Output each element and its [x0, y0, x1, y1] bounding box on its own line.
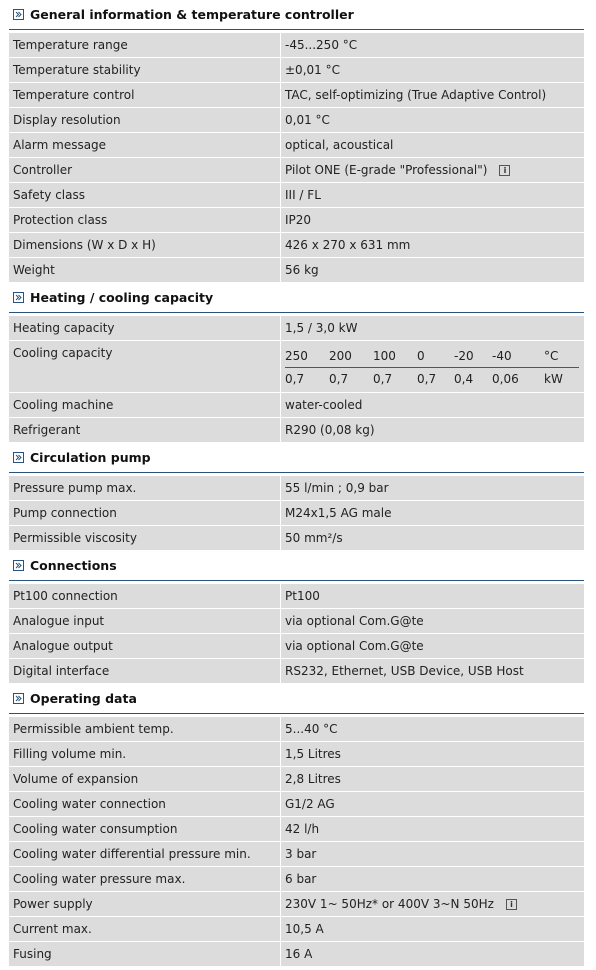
cooling-power-cell: 0,06 — [492, 372, 519, 386]
cooling-temp-cell: -40 — [492, 349, 512, 363]
spec-row — [9, 817, 584, 842]
spec-row — [9, 917, 584, 942]
spec-label: Dimensions (W x D x H) — [9, 233, 281, 257]
cooling-temp-cell: 0 — [417, 349, 425, 363]
spec-row — [9, 634, 584, 659]
spec-value-text: G1/2 AG — [285, 797, 335, 811]
cooling-temp-cell: -20 — [454, 349, 474, 363]
spec-value-text: via optional Com.G@te — [285, 639, 424, 653]
spec-value — [281, 817, 584, 841]
section-title: Heating / cooling capacity — [30, 290, 214, 305]
spec-value — [281, 892, 584, 916]
info-icon[interactable]: i — [499, 165, 510, 176]
section-rows — [9, 717, 584, 967]
spec-value — [281, 501, 584, 525]
spec-value — [281, 393, 584, 417]
spec-row — [9, 33, 584, 58]
section-header — [9, 0, 584, 30]
spec-value — [281, 341, 584, 392]
spec-label: Digital interface — [9, 659, 281, 683]
spec-value — [281, 717, 584, 741]
spec-row — [9, 233, 584, 258]
spec-value — [281, 742, 584, 766]
section-title: Connections — [30, 558, 117, 573]
spec-label: Analogue output — [9, 634, 281, 658]
spec-label: Pt100 connection — [9, 584, 281, 608]
spec-value-text: R290 (0,08 kg) — [285, 423, 375, 437]
spec-value-text: 56 kg — [285, 263, 319, 277]
spec-value — [281, 609, 584, 633]
spec-label: Cooling water pressure max. — [9, 867, 281, 891]
spec-value-text: 50 mm²/s — [285, 531, 343, 545]
spec-row — [9, 792, 584, 817]
spec-value — [281, 917, 584, 941]
spec-label: Power supply — [9, 892, 281, 916]
spec-row — [9, 341, 584, 393]
spec-row — [9, 659, 584, 684]
spec-row — [9, 609, 584, 634]
spec-value-text: III / FL — [285, 188, 321, 202]
spec-row — [9, 501, 584, 526]
spec-label: Current max. — [9, 917, 281, 941]
spec-section — [9, 283, 584, 443]
spec-value-text: 1,5 / 3,0 kW — [285, 321, 358, 335]
spec-section — [9, 443, 584, 551]
spec-value — [281, 942, 584, 966]
expand-arrow-icon[interactable] — [13, 560, 24, 571]
spec-value — [281, 792, 584, 816]
spec-value — [281, 158, 584, 182]
spec-value-text: -45...250 °C — [285, 38, 358, 52]
spec-value — [281, 634, 584, 658]
spec-value — [281, 767, 584, 791]
spec-section — [9, 0, 584, 283]
spec-label: Cooling water differential pressure min. — [9, 842, 281, 866]
spec-row — [9, 942, 584, 967]
cooling-temp-cell: 100 — [373, 349, 396, 363]
spec-value-text: via optional Com.G@te — [285, 614, 424, 628]
spec-value — [281, 316, 584, 340]
spec-row — [9, 108, 584, 133]
section-header — [9, 443, 584, 473]
section-rows — [9, 33, 584, 283]
spec-value — [281, 258, 584, 282]
spec-value — [281, 58, 584, 82]
spec-label: Fusing — [9, 942, 281, 966]
spec-label: Protection class — [9, 208, 281, 232]
spec-value-text: water-cooled — [285, 398, 363, 412]
spec-label: Alarm message — [9, 133, 281, 157]
spec-label: Pump connection — [9, 501, 281, 525]
spec-label: Temperature stability — [9, 58, 281, 82]
spec-value-text: 1,5 Litres — [285, 747, 341, 761]
cooling-capacity-table — [285, 345, 579, 390]
spec-value-text: 55 l/min ; 0,9 bar — [285, 481, 389, 495]
spec-row — [9, 742, 584, 767]
expand-arrow-icon[interactable] — [13, 693, 24, 704]
spec-label: Weight — [9, 258, 281, 282]
spec-row — [9, 393, 584, 418]
spec-label: Permissible viscosity — [9, 526, 281, 550]
spec-value-text: 230V 1~ 50Hz* or 400V 3~N 50Hz — [285, 897, 494, 911]
expand-arrow-icon[interactable] — [13, 9, 24, 20]
section-title: Operating data — [30, 691, 137, 706]
spec-row — [9, 183, 584, 208]
spec-value — [281, 208, 584, 232]
spec-label: Safety class — [9, 183, 281, 207]
spec-value — [281, 842, 584, 866]
spec-row — [9, 208, 584, 233]
section-title: Circulation pump — [30, 450, 151, 465]
expand-arrow-icon[interactable] — [13, 452, 24, 463]
spec-row — [9, 418, 584, 443]
spec-label: Temperature range — [9, 33, 281, 57]
cooling-power-cell: kW — [544, 372, 563, 386]
spec-label: Pressure pump max. — [9, 476, 281, 500]
spec-value-text: TAC, self-optimizing (True Adaptive Control) — [285, 88, 547, 102]
spec-value — [281, 133, 584, 157]
spec-label: Cooling machine — [9, 393, 281, 417]
spec-value — [281, 83, 584, 107]
cooling-temp-cell: °C — [544, 349, 559, 363]
spec-row — [9, 717, 584, 742]
spec-label: Temperature control — [9, 83, 281, 107]
spec-label: Filling volume min. — [9, 742, 281, 766]
spec-value-text: Pt100 — [285, 589, 320, 603]
spec-sheet — [9, 0, 584, 967]
spec-row — [9, 316, 584, 341]
spec-row — [9, 158, 584, 183]
spec-value — [281, 33, 584, 57]
spec-row — [9, 526, 584, 551]
spec-value-text: 42 l/h — [285, 822, 320, 836]
spec-value-text: M24x1,5 AG male — [285, 506, 392, 520]
cooling-power-cell: 0,4 — [454, 372, 474, 386]
spec-label: Cooling water connection — [9, 792, 281, 816]
spec-value-text: 426 x 270 x 631 mm — [285, 238, 411, 252]
spec-label: Heating capacity — [9, 316, 281, 340]
spec-label: Cooling capacity — [9, 341, 281, 392]
spec-value-text: optical, acoustical — [285, 138, 394, 152]
spec-value-text: 5...40 °C — [285, 722, 338, 736]
spec-value-text: 2,8 Litres — [285, 772, 341, 786]
spec-row — [9, 584, 584, 609]
spec-value-text: 16 A — [285, 947, 313, 961]
spec-value — [281, 108, 584, 132]
section-header — [9, 551, 584, 581]
section-rows — [9, 316, 584, 443]
spec-label: Volume of expansion — [9, 767, 281, 791]
spec-value-text: RS232, Ethernet, USB Device, USB Host — [285, 664, 524, 678]
spec-label: Display resolution — [9, 108, 281, 132]
section-header — [9, 684, 584, 714]
spec-value-text: 0,01 °C — [285, 113, 330, 127]
spec-value — [281, 526, 584, 550]
cooling-power-cell: 0,7 — [285, 372, 305, 386]
spec-row — [9, 258, 584, 283]
section-rows — [9, 584, 584, 684]
spec-value — [281, 584, 584, 608]
section-title: General information & temperature controller — [30, 7, 354, 22]
spec-value — [281, 867, 584, 891]
cooling-temps-row — [285, 345, 579, 368]
spec-value — [281, 476, 584, 500]
spec-label: Analogue input — [9, 609, 281, 633]
spec-label: Controller — [9, 158, 281, 182]
info-icon[interactable]: i — [506, 899, 517, 910]
spec-label: Permissible ambient temp. — [9, 717, 281, 741]
cooling-power-cell: 0,7 — [417, 372, 437, 386]
spec-section — [9, 551, 584, 684]
spec-row — [9, 58, 584, 83]
spec-row — [9, 767, 584, 792]
spec-row — [9, 892, 584, 917]
section-rows — [9, 476, 584, 551]
section-header — [9, 283, 584, 313]
spec-value — [281, 659, 584, 683]
spec-value-text: 3 bar — [285, 847, 317, 861]
cooling-power-cell: 0,7 — [329, 372, 349, 386]
spec-row — [9, 842, 584, 867]
spec-value-text: 10,5 A — [285, 922, 324, 936]
spec-section — [9, 684, 584, 967]
spec-value — [281, 183, 584, 207]
spec-value-text: ±0,01 °C — [285, 63, 340, 77]
expand-arrow-icon[interactable] — [13, 292, 24, 303]
spec-label: Cooling water consumption — [9, 817, 281, 841]
cooling-powers-row — [285, 368, 579, 390]
spec-row — [9, 83, 584, 108]
spec-label: Refrigerant — [9, 418, 281, 442]
spec-value-text: 6 bar — [285, 872, 317, 886]
cooling-temp-cell: 250 — [285, 349, 308, 363]
spec-value — [281, 418, 584, 442]
spec-row — [9, 133, 584, 158]
cooling-power-cell: 0,7 — [373, 372, 393, 386]
cooling-temp-cell: 200 — [329, 349, 352, 363]
spec-value-text: IP20 — [285, 213, 312, 227]
spec-value — [281, 233, 584, 257]
spec-value-text: Pilot ONE (E-grade "Professional") — [285, 163, 488, 177]
spec-row — [9, 867, 584, 892]
spec-row — [9, 476, 584, 501]
